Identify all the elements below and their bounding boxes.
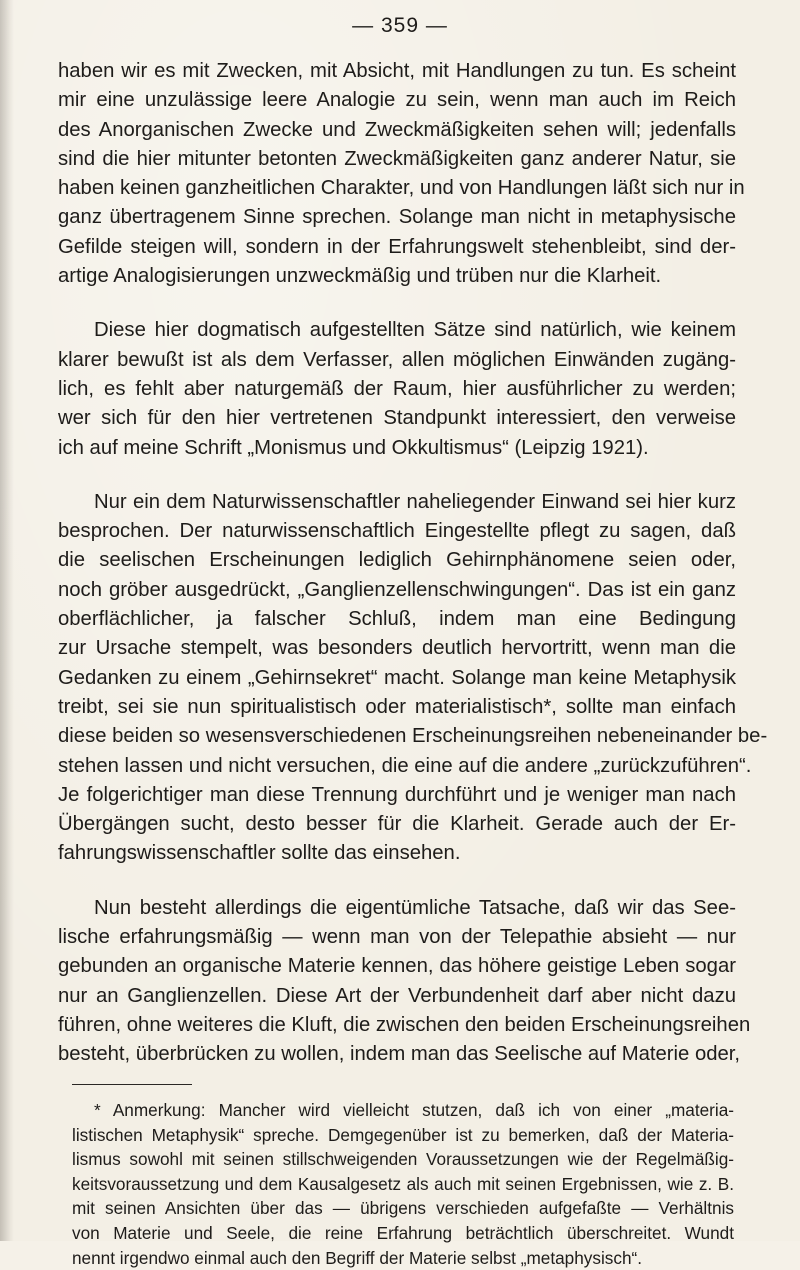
text-line: zur Ursache stempelt, was besonders deutlich hervortritt, wenn man die — [58, 637, 736, 660]
text-line: Diese hier dogmatisch aufgestellten Sätze sind natürlich, wie keinem — [94, 319, 736, 342]
text-line: Gedanken zu einem „Gehirnsekret“ macht. Solange man keine Metaphysik — [58, 666, 736, 689]
paragraph-2 — [58, 316, 736, 462]
text-line: stehen lassen und nicht versuchen, die eine auf die andere „zurückzuführen“. — [58, 754, 752, 777]
footnote-line: nennt irgendwo einmal auch den Begriff der Materie selbst „metaphysisch“. — [72, 1247, 643, 1268]
footnote-line: listischen Metaphysik“ spreche. Demgegenüber ist zu bemerken, daß der Materia- — [72, 1124, 734, 1145]
text-line: haben keinen ganzheitlichen Charakter, und von Handlungen läßt sich nur in — [58, 177, 745, 200]
footnote-divider — [72, 1084, 192, 1085]
text-line: klarer bewußt ist als dem Verfasser, allen möglichen Einwänden zugäng- — [58, 348, 736, 371]
text-line: besprochen. Der naturwissenschaftlich Eingestellte pflegt zu sagen, daß — [58, 520, 736, 543]
text-line: mir eine unzulässige leere Analogie zu sein, wenn man auch im Reich — [58, 89, 736, 112]
footnote — [72, 1098, 734, 1270]
text-line: ich auf meine Schrift „Monismus und Okkultismus“ (Leipzig 1921). — [58, 436, 649, 459]
text-line: noch gröber ausgedrückt, „Ganglienzellenschwingungen“. Das ist ein ganz — [58, 578, 736, 601]
text-line: sind die hier mitunter betonten Zweckmäßigkeiten ganz anderer Natur, sie — [58, 147, 736, 170]
text-line: Je folgerichtiger man diese Trennung durchführt und je weniger man nach — [58, 783, 736, 806]
text-line: wer sich für den hier vertretenen Standpunkt interessiert, den verweise — [58, 407, 736, 430]
paragraph-3 — [58, 488, 768, 869]
text-line: die seelischen Erscheinungen lediglich Gehirnphänomene seien oder, — [58, 549, 736, 572]
text-line: lich, es fehlt aber naturgemäß der Raum, hier ausführlicher zu werden; — [58, 377, 736, 400]
paragraph-1 — [58, 57, 745, 291]
text-line: artige Analogisierungen unzweckmäßig und trüben nur die Klarheit. — [58, 265, 662, 288]
footnote-line: keitsvoraussetzung und dem Kausalgesetz als auch mit seinen Ergebnissen, wie z. B. — [72, 1173, 734, 1194]
text-line: treibt, sei sie nun spiritualistisch oder materialistisch*, sollte man einfach — [58, 695, 736, 718]
page-number: — 359 — — [352, 14, 448, 37]
text-line: diese beiden so wesensverschiedenen Erscheinungsreihen nebeneinander be- — [58, 725, 768, 748]
text-line: lische erfahrungsmäßig — wenn man von der Telepathie absieht — nur — [58, 926, 736, 949]
footnote-line: * Anmerkung: Mancher wird vielleicht stutzen, daß ich von einer „materia- — [94, 1100, 734, 1120]
text-line: Nun besteht allerdings die eigentümliche Tatsache, daß wir das See- — [94, 896, 736, 919]
body-text — [58, 57, 768, 1070]
footnote-line: mit seinen Ansichten über das — übrigens verschieden aufgefaßte — Verhältnis — [72, 1198, 734, 1219]
text-line: Gefilde steigen will, sondern in der Erfahrungswelt stehenbleibt, sind der- — [58, 235, 736, 258]
footnote-line: lismus sowohl mit seinen stillschweigenden Voraussetzungen wie der Regelmäßig- — [72, 1149, 734, 1170]
text-line: gebunden an organische Materie kennen, das höhere geistige Leben sogar — [58, 955, 736, 978]
text-line: besteht, überbrücken zu wollen, indem man das Seelische auf Materie oder, — [58, 1043, 741, 1066]
binding-shadow — [0, 0, 14, 1241]
text-line: des Anorganischen Zwecke und Zweckmäßigkeiten sehen will; jedenfalls — [58, 118, 736, 141]
text-line: oberflächlicher, ja falscher Schluß, indem man eine Bedingung — [58, 608, 736, 631]
text-line: fahrungswissenschaftler sollte das einsehen. — [58, 842, 461, 865]
text-line: führen, ohne weiteres die Kluft, die zwischen den beiden Erscheinungsreihen — [58, 1013, 751, 1036]
text-line: haben wir es mit Zwecken, mit Absicht, mit Handlungen zu tun. Es scheint — [58, 60, 736, 82]
text-line: ganz übertragenem Sinne sprechen. Solange man nicht in metaphysische — [58, 206, 736, 229]
text-line: nur an Ganglienzellen. Diese Art der Verbundenheit darf aber nicht dazu — [58, 984, 736, 1007]
paragraph-4 — [58, 894, 751, 1070]
text-line: Nur ein dem Naturwissenschaftler naheliegender Einwand sei hier kurz — [94, 490, 736, 513]
text-line: Übergängen sucht, desto besser für die Klarheit. Gerade auch der Er- — [58, 813, 736, 836]
footnote-line: von Materie und Seele, die reine Erfahrung beträchtlich überschreitet. Wundt — [72, 1222, 734, 1243]
